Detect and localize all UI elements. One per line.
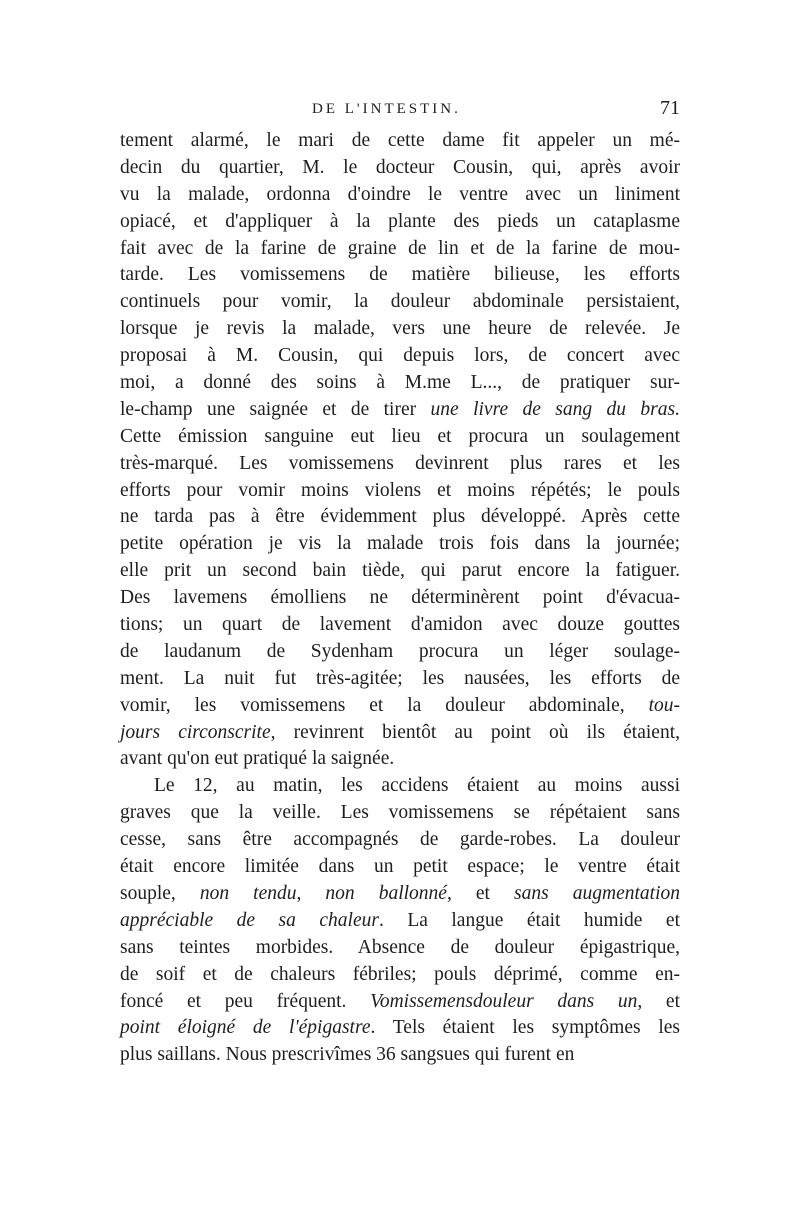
text-run: foncé et peu fréquent.: [120, 990, 371, 1012]
text-line: était encore limitée dans un petit espace; le ventre était: [120, 856, 680, 878]
text-line: avant qu'on eut pratiqué la saignée.: [120, 748, 395, 770]
italic-phrase: point éloigné de l'épigastre: [120, 1017, 371, 1039]
text-line: elle prit un second bain tiède, qui parut encore la fatiguer.: [120, 560, 680, 582]
text-line: très-marqué. Les vomissemens devinrent plus rares et les: [120, 452, 680, 474]
text-line: moi, a donné des soins à M.me L..., de pratiquer sur-: [120, 372, 680, 394]
text-run: , et: [446, 882, 515, 904]
text-line: [120, 881, 680, 908]
italic-phrase: sans augmentation: [514, 882, 681, 904]
text-line: vu la malade, ordonna d'oindre le ventre avec un liniment: [120, 183, 680, 205]
text-run: . Tels étaient les symptômes les: [370, 1017, 680, 1039]
text-line: Des lavemens émolliens ne déterminèrent point d'évacua-: [120, 587, 680, 609]
text-line: [120, 1015, 680, 1042]
italic-phrase: non ballonné: [325, 882, 447, 904]
text-line: efforts pour vomir moins violens et moins répétés; le pouls: [120, 479, 680, 501]
italic-phrase: Vomissemens: [370, 990, 474, 1012]
text-line: de soif et de chaleurs fébriles; pouls déprimé, comme en-: [120, 963, 680, 985]
italic-phrase: jours circonscrite: [120, 721, 271, 743]
text-line: [120, 989, 680, 1016]
text-line: decin du quartier, M. le docteur Cousin, qui, après avoir: [120, 156, 680, 178]
text-line: [120, 720, 680, 747]
italic-phrase: appréciable de sa chaleur: [120, 909, 379, 931]
running-title: DE L'INTESTIN.: [312, 101, 461, 117]
text-run: , revinrent bientôt au point où ils étaient,: [270, 721, 680, 743]
text-line: Cette émission sanguine eut lieu et procura un soulagement: [120, 425, 680, 447]
paragraph-2: [120, 773, 680, 1069]
page-number: 71: [660, 97, 680, 119]
paragraph-1: [120, 128, 680, 773]
text-line: Le 12, au matin, les accidens étaient au moins aussi: [154, 775, 680, 797]
text-line: opiacé, et d'appliquer à la plante des pieds un cataplasme: [120, 210, 680, 232]
text-line: petite opération je vis la malade trois fois dans la journée;: [120, 533, 680, 555]
text-line: tement alarmé, le mari de cette dame fit appeler un mé-: [120, 130, 680, 151]
text-run: , et: [637, 990, 681, 1012]
text-line: tions; un quart de lavement d'amidon avec douze gouttes: [120, 614, 680, 636]
text-run: le-champ une saignée et de tirer: [120, 398, 431, 420]
text-line: tarde. Les vomissemens de matière bilieuse, les efforts: [120, 264, 680, 286]
body-text: [120, 128, 680, 1069]
text-line: plus saillans. Nous prescrivîmes 36 sangsues qui furent en: [120, 1044, 575, 1066]
italic-phrase: non tendu: [199, 882, 297, 904]
text-run: . La langue était humide et: [378, 909, 680, 931]
text-line: [120, 693, 680, 720]
text-line: lorsque je revis la malade, vers une heure de relevée. Je: [120, 318, 680, 340]
text-line: continuels pour vomir, la douleur abdominale persistaient,: [120, 291, 680, 313]
page-header: [120, 95, 680, 131]
text-run: souple,: [120, 882, 200, 904]
text-run: ,: [296, 882, 326, 904]
text-line: proposai à M. Cousin, qui depuis lors, de concert avec: [120, 345, 680, 367]
text-line: [120, 397, 680, 424]
text-line: de laudanum de Sydenham procura un léger soulage-: [120, 640, 680, 662]
text-line: [120, 908, 680, 935]
text-line: graves que la veille. Les vomissemens se répétaient sans: [120, 802, 680, 824]
text-line: fait avec de la farine de graine de lin et de la farine de mou-: [120, 237, 680, 259]
text-line: ne tarda pas à être évidemment plus développé. Après cette: [120, 506, 680, 528]
italic-phrase: une livre de sang du bras.: [430, 398, 680, 420]
text-line: ment. La nuit fut très-agitée; les nausées, les efforts de: [120, 667, 680, 689]
text-run: vomir, les vomissemens et la douleur abdominale,: [120, 694, 649, 716]
italic-phrase: tou-: [648, 694, 680, 716]
italic-phrase: douleur dans un: [473, 990, 638, 1012]
text-line: sans teintes morbides. Absence de douleur épigastrique,: [120, 936, 680, 958]
text-line: cesse, sans être accompagnés de garde-robes. La douleur: [120, 829, 680, 851]
